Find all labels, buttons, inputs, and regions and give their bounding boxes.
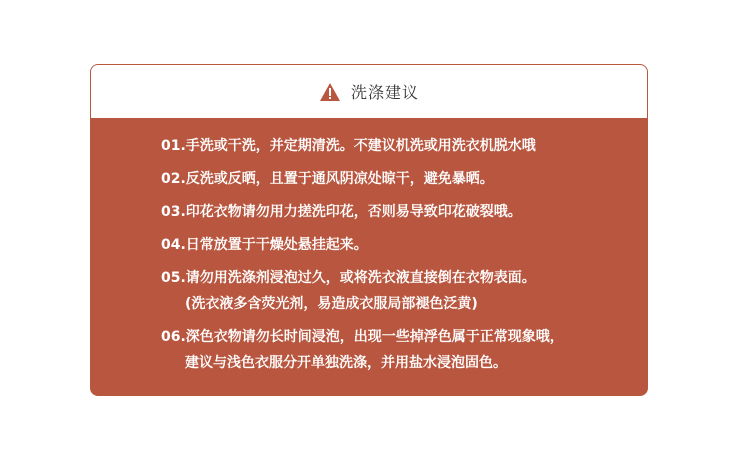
advice-item-note: 建议与浅色衣服分开单独洗涤，并用盐水浸泡固色。 — [185, 355, 507, 371]
advice-list — [91, 119, 647, 376]
advice-item-1 — [161, 133, 647, 159]
advice-item-6 — [161, 324, 647, 376]
advice-item-5 — [161, 265, 647, 317]
panel-title: 洗涤建议 — [350, 83, 419, 102]
warning-icon — [319, 82, 341, 102]
advice-item-2 — [161, 166, 647, 192]
advice-item-text: 06.深色衣物请勿长时间浸泡，出现一些掉浮色属于正常现象哦， — [161, 329, 564, 345]
advice-item-text: 02.反洗或反晒，且置于通风阴凉处晾干，避免暴晒。 — [161, 171, 494, 187]
advice-item-text: 05.请勿用洗涤剂浸泡过久，或将洗衣液直接倒在衣物表面。 — [161, 270, 536, 286]
advice-item-text: 03.印花衣物请勿用力搓洗印花，否则易导致印花破裂哦。 — [161, 204, 522, 220]
panel-header — [91, 65, 647, 119]
advice-item-note: (洗衣液多含荧光剂，易造成衣服局部褪色泛黄) — [185, 296, 478, 312]
advice-item-3 — [161, 199, 647, 225]
advice-item-text: 04.日常放置于干燥处悬挂起来。 — [161, 237, 368, 253]
advice-item-4 — [161, 232, 647, 258]
advice-item-text: 01.手洗或干洗，并定期清洗。不建议机洗或用洗衣机脱水哦 — [161, 138, 536, 154]
washing-advice-panel — [90, 64, 648, 396]
